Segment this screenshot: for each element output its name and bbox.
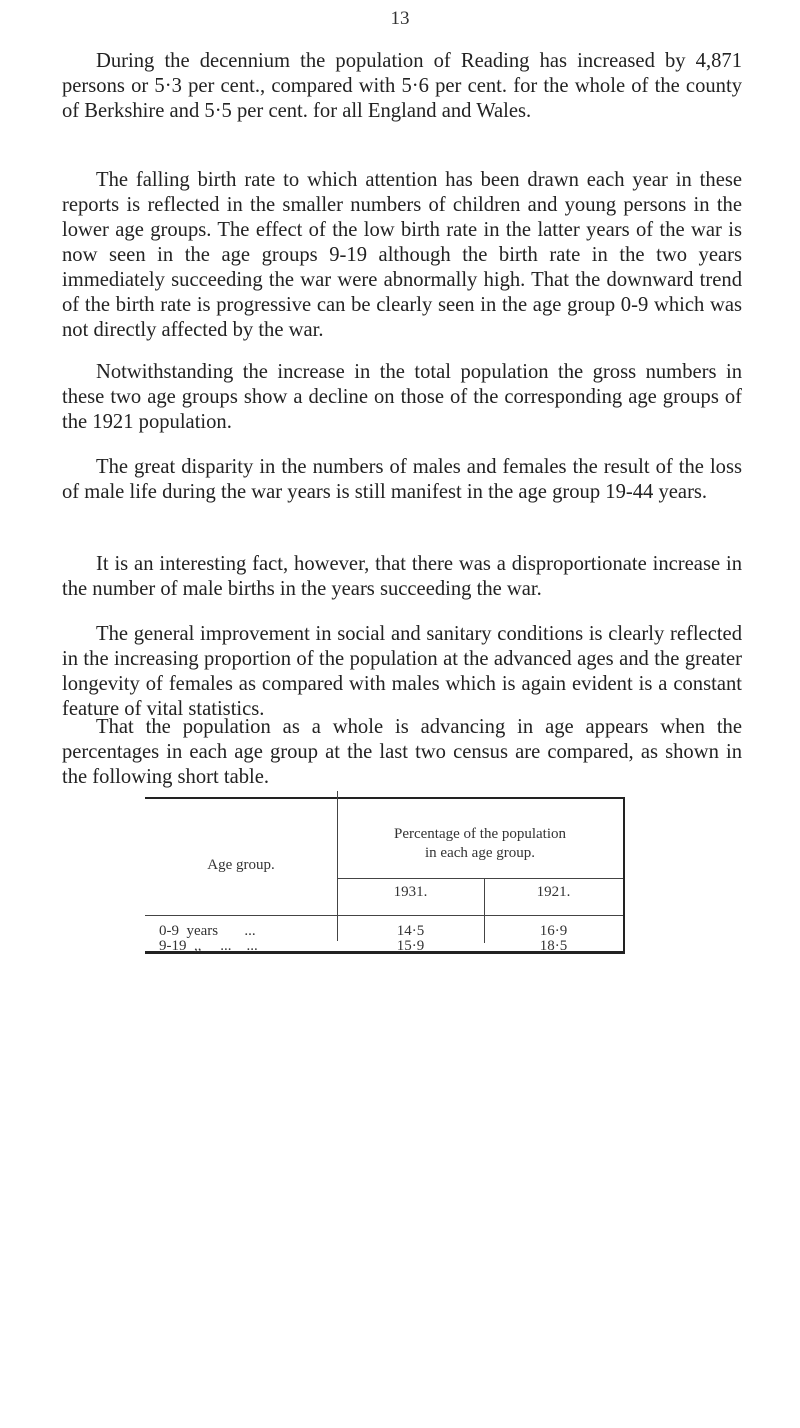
paragraph-population-increase: During the decennium the population of Reading has increased by 4,871 persons or 5·3 per cent., compared with 5·6 per cent. for the whole of the county of Berkshire and 5·5 per cent. for all England and Wales. [62, 50, 742, 122]
header-percentage-line1: Percentage of the population [393, 826, 567, 842]
header-age-group: Age group. [207, 857, 275, 873]
paragraph-male-births: It is an interesting fact, however, that there was a disproportionate increase in the number of male births in the years succeeding the war. [62, 553, 742, 600]
header-1921: 1921. [536, 884, 571, 900]
paragraph-falling-birth-rate: The falling birth rate to which attention has been drawn each year in these reports is reflected in the smaller numbers of children and young persons in the lower age groups. The effect of the low birth rate in the latter years of the war is now seen in the age groups 9-19 although the birth rate in the two years immediately succeeding the war were abnormally high. That the downward trend of the birth rate is progressive can be clearly seen in the age group 0-9 which was not directly affected by the war. [62, 169, 742, 341]
paragraph-advancing-age: That the population as a whole is advancing in age appears when the percentages in each age group at the last two census are compared, as shown in the following short table. [62, 716, 742, 788]
header-percentage [337, 825, 623, 863]
cell-1931: 14·5 [396, 923, 425, 939]
cell-1931: 15·9 [396, 938, 425, 954]
page-number: 13 [390, 8, 410, 29]
header-percentage-line2: in each age group. [425, 845, 535, 861]
cell-1921: 18·5 [539, 938, 568, 954]
row-label: 0-9 years ... [159, 923, 256, 939]
cell-1921: 16·9 [539, 923, 568, 939]
paragraph-gross-numbers: Notwithstanding the increase in the total population the gross numbers in these two age groups show a decline on those of the corresponding age groups of the 1921 population. [62, 361, 742, 433]
paragraph-disparity: The great disparity in the numbers of males and females the result of the loss of male life during the war years is still manifest in the age group 19-44 years. [62, 456, 742, 503]
header-1931: 1931. [393, 884, 428, 900]
row-label: 9-19 ,, ... ... [159, 938, 258, 954]
paragraph-improvement: The general improvement in social and sanitary conditions is clearly reflected in the increasing proportion of the population at the advanced ages and the greater longevity of females as compared with males which is again evident is a constant feature of vital statistics. [62, 623, 742, 720]
age-group-table [145, 797, 625, 954]
